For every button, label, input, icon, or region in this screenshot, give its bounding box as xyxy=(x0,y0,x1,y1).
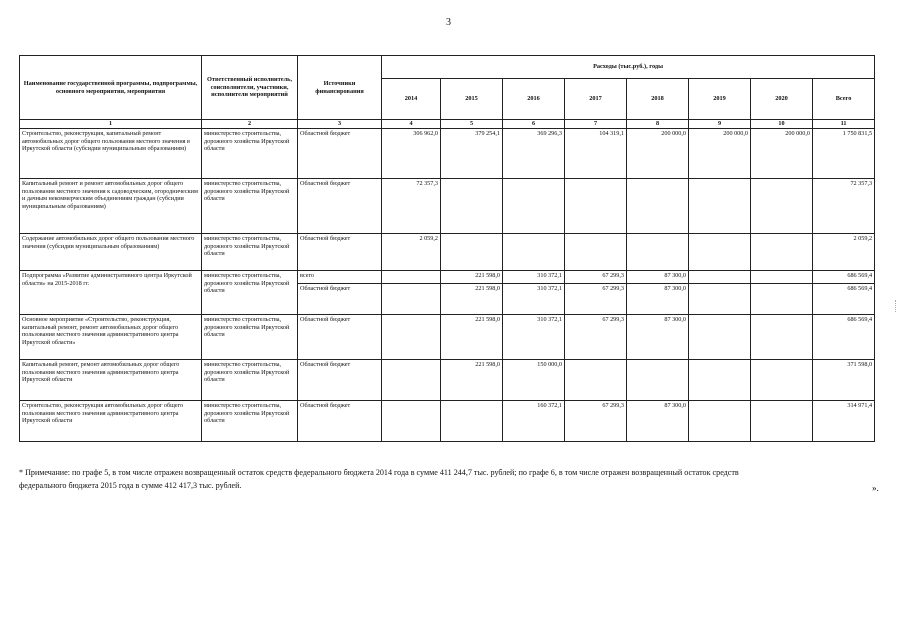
value-cell xyxy=(565,359,627,400)
row-name: Основное мероприятие «Строительство, реконструкция, капитальный ремонт, ремонт автомобильных дорог общего пользования местного значения административного центра Иркутской области» xyxy=(20,314,202,359)
total-cell: 1 750 831,5 xyxy=(813,128,875,178)
value-cell: 87 300,0 xyxy=(627,314,689,359)
closing-quote: ». xyxy=(872,483,879,493)
column-number: 4 xyxy=(382,120,441,129)
header-year: 2018 xyxy=(627,79,689,120)
value-cell xyxy=(689,359,751,400)
value-cell xyxy=(382,270,441,283)
value-cell xyxy=(689,270,751,283)
row-source: Областной бюджет xyxy=(298,128,382,178)
header-year: 2017 xyxy=(565,79,627,120)
header-year: 2014 xyxy=(382,79,441,120)
row-source: Областной бюджет xyxy=(298,400,382,441)
value-cell: 310 372,1 xyxy=(503,314,565,359)
value-cell xyxy=(627,178,689,233)
header-year: 2020 xyxy=(751,79,813,120)
value-cell xyxy=(751,233,813,270)
page-number: 3 xyxy=(446,17,451,28)
header-expenses: Расходы (тыс.руб.), годы xyxy=(382,56,875,79)
value-cell xyxy=(382,283,441,314)
column-number: 1 xyxy=(20,120,202,129)
value-cell: 72 357,3 xyxy=(382,178,441,233)
total-cell: 72 357,3 xyxy=(813,178,875,233)
row-executor: министерство строительства, дорожного хозяйства Иркутской области xyxy=(202,314,298,359)
row-executor: министерство строительства, дорожного хозяйства Иркутской области xyxy=(202,128,298,178)
value-cell xyxy=(565,233,627,270)
value-cell xyxy=(441,400,503,441)
footnote-line: федерального бюджета 2015 года в сумме 412 417,3 тыс. рублей. xyxy=(19,480,242,490)
column-number: 5 xyxy=(441,120,503,129)
table-row xyxy=(20,359,875,400)
column-number-row xyxy=(20,120,875,129)
row-executor: министерство строительства, дорожного хозяйства Иркутской области xyxy=(202,270,298,314)
header-source: Источники финансирования xyxy=(298,56,382,120)
footnote-line: * Примечание: по графе 5, в том числе отражен возвращенный остаток средств федерального бюджета 2014 года в сумме 411 244,7 тыс. рублей; по графе 6, в том числе отражен возвращенный остаток средств xyxy=(19,468,739,477)
table-row xyxy=(20,128,875,178)
row-executor: министерство строительства, дорожного хозяйства Иркутской области xyxy=(202,178,298,233)
row-source: всего xyxy=(298,270,382,283)
column-number: 7 xyxy=(565,120,627,129)
column-number: 9 xyxy=(689,120,751,129)
budget-table xyxy=(19,55,875,442)
value-cell: 221 598,0 xyxy=(441,283,503,314)
value-cell xyxy=(689,178,751,233)
row-name: Подпрограмма «Развитие административного центра Иркутской области» на 2015-2018 гг. xyxy=(20,270,202,314)
value-cell xyxy=(751,270,813,283)
value-cell xyxy=(441,233,503,270)
total-cell: 371 598,0 xyxy=(813,359,875,400)
value-cell xyxy=(751,314,813,359)
row-name: Строительство, реконструкция, капитальный ремонт автомобильных дорог общего пользования местного значения в Иркутской области (субсидии муниципальным образованиям) xyxy=(20,128,202,178)
value-cell xyxy=(751,359,813,400)
value-cell: 200 000,0 xyxy=(689,128,751,178)
header-program: Наименование государственной программы, подпрограммы, основного мероприятия, мероприятия xyxy=(20,56,202,120)
table-row xyxy=(20,233,875,270)
total-cell: 686 569,4 xyxy=(813,314,875,359)
column-number: 2 xyxy=(202,120,298,129)
value-cell: 67 299,3 xyxy=(565,283,627,314)
total-cell: 2 059,2 xyxy=(813,233,875,270)
value-cell: 87 300,0 xyxy=(627,283,689,314)
value-cell xyxy=(751,178,813,233)
row-name: Содержание автомобильных дорог общего пользования местного значения (субсидии муниципальным образованиям) xyxy=(20,233,202,270)
value-cell: 87 300,0 xyxy=(627,270,689,283)
row-source: Областной бюджет xyxy=(298,178,382,233)
value-cell: 221 598,0 xyxy=(441,314,503,359)
value-cell: 2 059,2 xyxy=(382,233,441,270)
row-source: Областной бюджет xyxy=(298,359,382,400)
value-cell xyxy=(627,233,689,270)
row-source: Областной бюджет xyxy=(298,314,382,359)
value-cell: 379 254,1 xyxy=(441,128,503,178)
value-cell xyxy=(382,359,441,400)
value-cell xyxy=(565,178,627,233)
value-cell: 221 598,0 xyxy=(441,359,503,400)
column-number: 3 xyxy=(298,120,382,129)
value-cell: 160 372,1 xyxy=(503,400,565,441)
value-cell xyxy=(751,400,813,441)
value-cell: 310 372,1 xyxy=(503,270,565,283)
table-row xyxy=(20,400,875,441)
table-row xyxy=(20,178,875,233)
value-cell xyxy=(503,233,565,270)
row-executor: министерство строительства, дорожного хозяйства Иркутской области xyxy=(202,233,298,270)
total-cell: 686 569,4 xyxy=(813,270,875,283)
value-cell: 150 000,0 xyxy=(503,359,565,400)
row-source: Областной бюджет xyxy=(298,283,382,314)
value-cell xyxy=(689,314,751,359)
header-total: Всего xyxy=(813,79,875,120)
value-cell: 67 299,3 xyxy=(565,400,627,441)
value-cell xyxy=(382,314,441,359)
column-number: 6 xyxy=(503,120,565,129)
value-cell: 104 319,1 xyxy=(565,128,627,178)
column-number: 10 xyxy=(751,120,813,129)
value-cell: 200 000,0 xyxy=(627,128,689,178)
value-cell xyxy=(382,400,441,441)
value-cell xyxy=(503,178,565,233)
scan-edge-mark xyxy=(895,300,899,312)
row-source: Областной бюджет xyxy=(298,233,382,270)
row-name: Строительство, реконструкция автомобильных дорог общего пользования местного значения административного центра Иркутской области xyxy=(20,400,202,441)
row-executor: министерство строительства, дорожного хозяйства Иркутской области xyxy=(202,359,298,400)
value-cell: 221 598,0 xyxy=(441,270,503,283)
value-cell: 369 296,3 xyxy=(503,128,565,178)
value-cell: 200 000,0 xyxy=(751,128,813,178)
row-executor: министерство строительства, дорожного хозяйства Иркутской области xyxy=(202,400,298,441)
value-cell xyxy=(689,233,751,270)
value-cell xyxy=(689,283,751,314)
header-year: 2019 xyxy=(689,79,751,120)
header-executor: Ответственный исполнитель, соисполнители, участники, исполнители мероприятий xyxy=(202,56,298,120)
footnote xyxy=(19,467,839,492)
value-cell: 306 962,0 xyxy=(382,128,441,178)
header-year: 2015 xyxy=(441,79,503,120)
table-row xyxy=(20,314,875,359)
column-number: 11 xyxy=(813,120,875,129)
total-cell: 314 971,4 xyxy=(813,400,875,441)
row-name: Капитальный ремонт, ремонт автомобильных дорог общего пользования местного значения административного центра Иркутской области xyxy=(20,359,202,400)
total-cell: 686 569,4 xyxy=(813,283,875,314)
column-number: 8 xyxy=(627,120,689,129)
value-cell: 87 300,0 xyxy=(627,400,689,441)
value-cell xyxy=(441,178,503,233)
value-cell xyxy=(689,400,751,441)
value-cell xyxy=(627,359,689,400)
value-cell: 310 372,1 xyxy=(503,283,565,314)
value-cell xyxy=(751,283,813,314)
value-cell: 67 299,3 xyxy=(565,270,627,283)
table-row xyxy=(20,270,875,283)
row-name: Капитальный ремонт и ремонт автомобильных дорог общего пользования местного значения к садоводческим, огородническим и дачным некоммерческим объединениям граждан (субсидии муниципальным образованиям) xyxy=(20,178,202,233)
header-year: 2016 xyxy=(503,79,565,120)
value-cell: 67 299,3 xyxy=(565,314,627,359)
